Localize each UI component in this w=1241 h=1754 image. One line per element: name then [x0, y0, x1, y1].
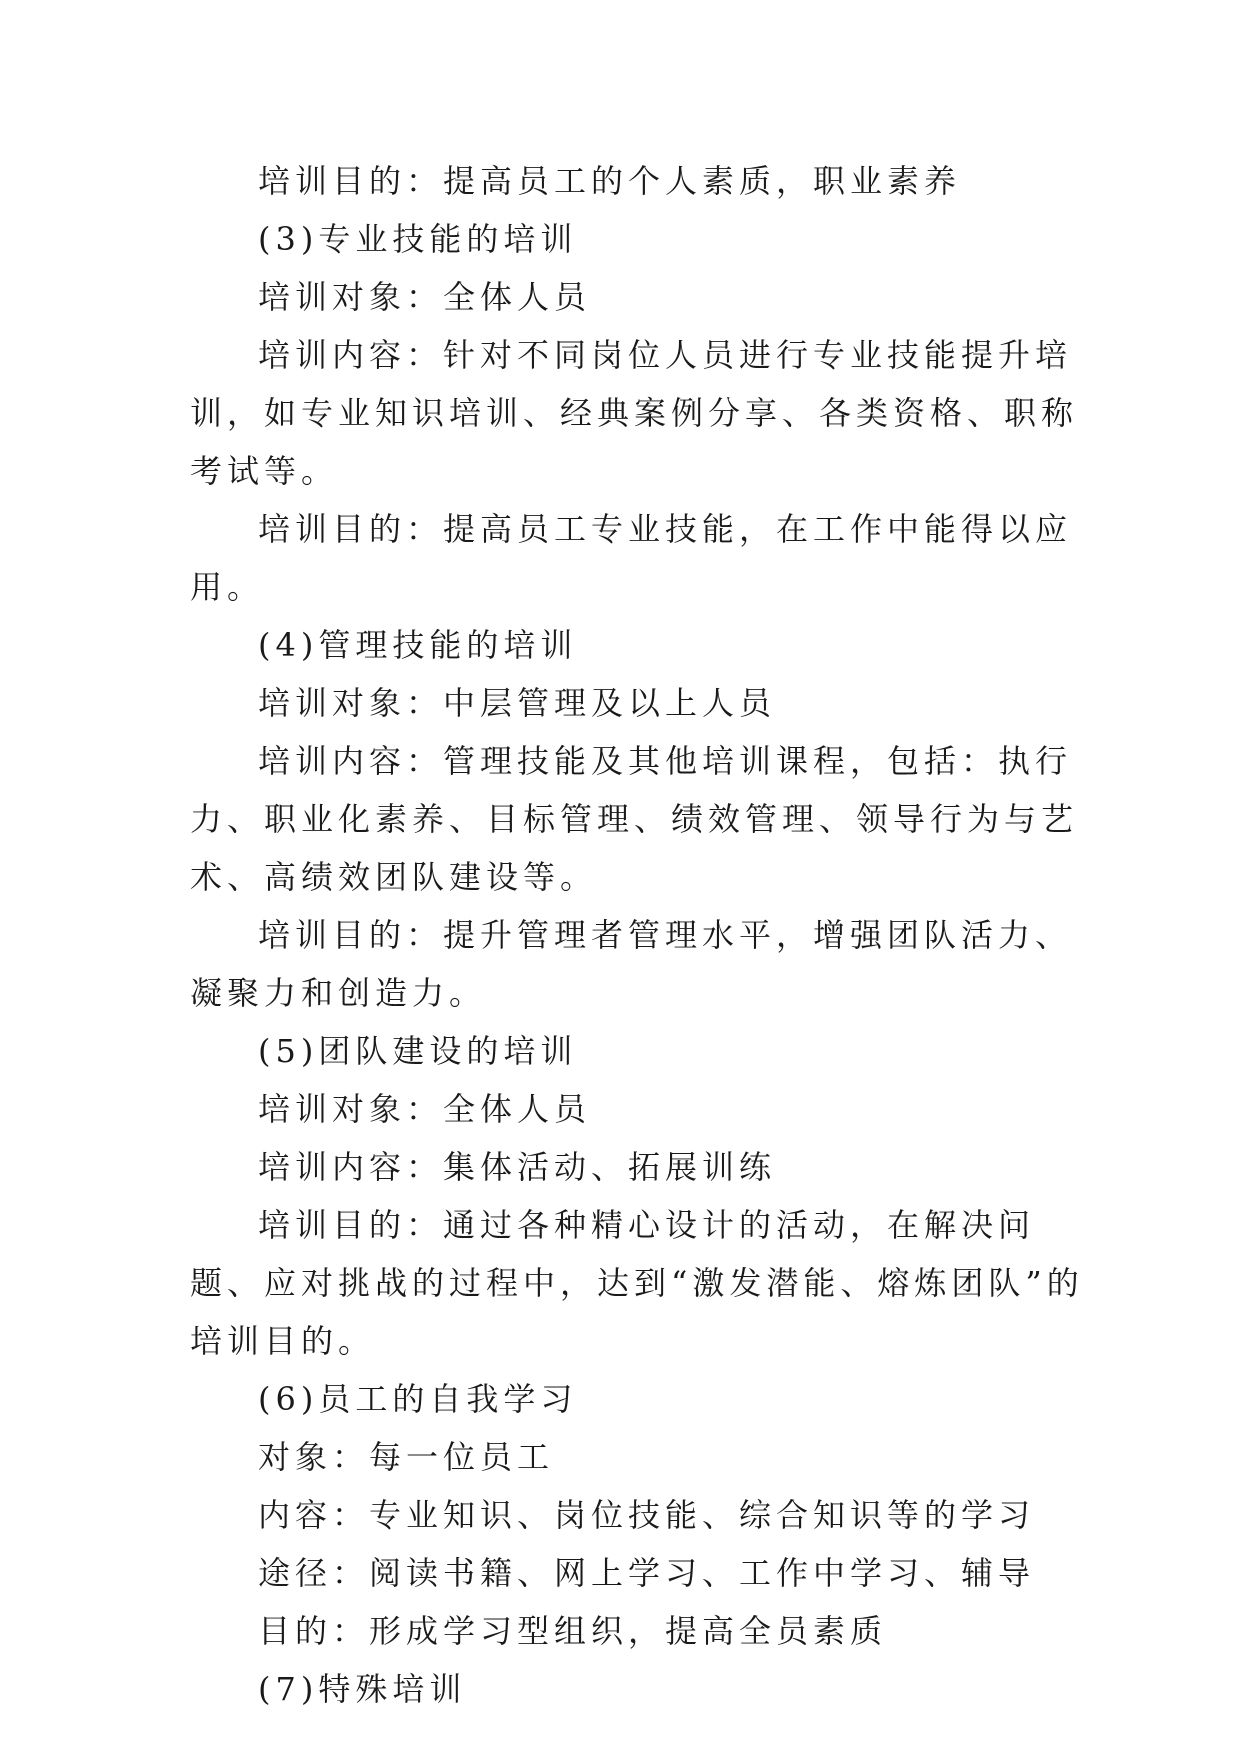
- section-heading-management-skills: (4)管理技能的培训: [258, 626, 578, 664]
- section-heading-special-training: (7)特殊培训: [258, 1670, 467, 1708]
- paragraph-training-goal-2: 培训目的：提高员工专业技能，在工作中能得以应用。: [190, 510, 1073, 606]
- paragraph-training-target-3: 培训对象：全体人员: [258, 1090, 592, 1128]
- paragraph-training-target-1: 培训对象：全体人员: [258, 278, 592, 316]
- paragraph-training-content-2: 培训内容：管理技能及其他培训课程，包括：执行力、职业化素养、目标管理、绩效管理、领导行为与艺术、高绩效团队建设等。: [190, 742, 1079, 896]
- paragraph-training-goal-4: 培训目的：通过各种精心设计的活动，在解决问题、应对挑战的过程中，达到“激发潜能、熔炼团队”的培训目的。: [190, 1206, 1084, 1360]
- paragraph-training-content-3: 培训内容：集体活动、拓展训练: [258, 1148, 777, 1186]
- document-body: [190, 152, 1090, 1718]
- section-heading-professional-skills: (3)专业技能的培训: [258, 220, 578, 258]
- section-heading-self-learning: (6)员工的自我学习: [258, 1380, 578, 1418]
- paragraph-learning-target: 对象：每一位员工: [258, 1438, 555, 1476]
- paragraph-training-goal-3: 培训目的：提升管理者管理水平，增强团队活力、凝聚力和创造力。: [190, 916, 1073, 1012]
- paragraph-learning-goal: 目的：形成学习型组织，提高全员素质: [258, 1612, 888, 1650]
- paragraph-training-content-1: 培训内容：针对不同岗位人员进行专业技能提升培训，如专业知识培训、经典案例分享、各类资格、职称考试等。: [190, 336, 1079, 490]
- paragraph-training-target-2: 培训对象：中层管理及以上人员: [258, 684, 777, 722]
- paragraph-training-goal-1: 培训目的：提高员工的个人素质，职业素养: [258, 162, 962, 200]
- paragraph-learning-content: 内容：专业知识、岗位技能、综合知识等的学习: [258, 1496, 1036, 1534]
- section-heading-team-building: (5)团队建设的培训: [258, 1032, 578, 1070]
- paragraph-learning-method: 途径：阅读书籍、网上学习、工作中学习、辅导: [258, 1554, 1036, 1592]
